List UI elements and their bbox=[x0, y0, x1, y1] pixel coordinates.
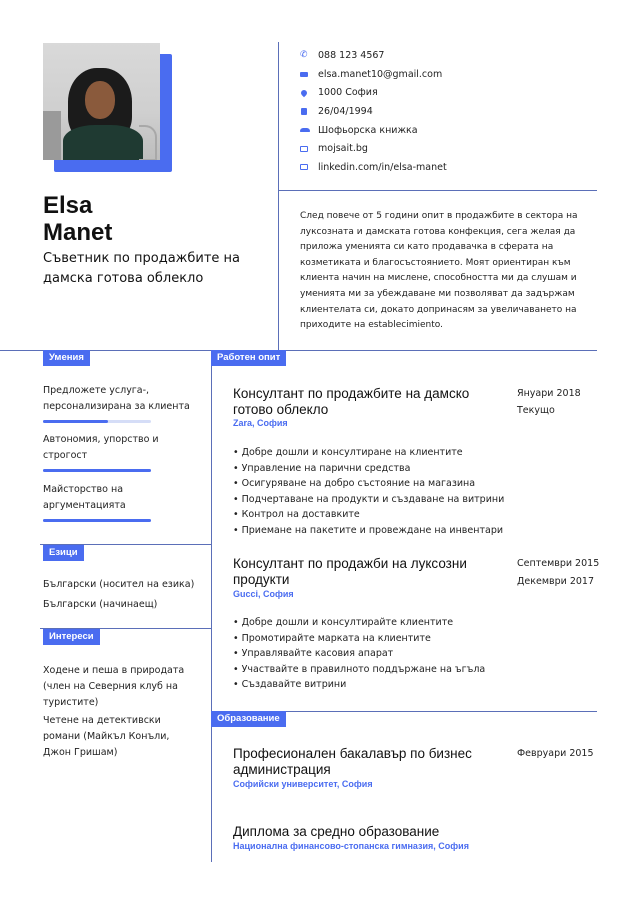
contact-value[interactable]: linkedin.com/in/elsa-manet bbox=[318, 161, 447, 173]
education-org: Национална финансово-стопанска гимназия, София bbox=[233, 841, 469, 851]
duty-item: • Управлявайте касовия апарат bbox=[233, 646, 485, 662]
experience-duties bbox=[233, 615, 485, 693]
contact-birthdate bbox=[300, 102, 447, 121]
duty-item: • Добре дошли и консултирайте клиентите bbox=[233, 615, 485, 631]
contact-linkedin[interactable] bbox=[300, 158, 447, 177]
contact-address bbox=[300, 83, 447, 102]
contact-value: 088 123 4567 bbox=[318, 49, 385, 61]
skill-item: Предложете услуга-, персонализирана за клиента bbox=[43, 385, 190, 412]
skill-level-bar bbox=[43, 519, 151, 522]
section-tag-education: Образование bbox=[211, 711, 286, 727]
education-org: Софийски университет, София bbox=[233, 779, 373, 789]
photo-chair-shape bbox=[139, 125, 157, 160]
duty-item: • Контрол на доставките bbox=[233, 507, 504, 523]
calendar-icon bbox=[300, 108, 318, 115]
education-date: Февруари 2015 bbox=[517, 748, 594, 759]
contact-value[interactable]: mojsait.bg bbox=[318, 143, 368, 155]
experience-title: Консултант по продажбите на дамско готово облекло bbox=[233, 386, 470, 417]
skill-level-bar bbox=[43, 420, 151, 423]
experience-duties bbox=[233, 445, 504, 539]
divider-contacts-summary bbox=[278, 190, 597, 191]
photo-laptop-shape bbox=[43, 111, 61, 160]
divider-body-vertical bbox=[211, 350, 212, 862]
divider-top-vertical bbox=[278, 42, 279, 350]
contact-value[interactable]: elsa.manet10@gmail.com bbox=[318, 68, 443, 80]
skill-item: Автономия, упорство и строгост bbox=[43, 434, 159, 461]
duty-item: • Създавайте витрини bbox=[233, 677, 485, 693]
experience-title: Консултант по продажби на луксозни продукти bbox=[233, 556, 467, 587]
contact-value: Шофьорска книжка bbox=[318, 124, 418, 136]
experience-date-start: Септември 2015 bbox=[517, 558, 600, 569]
job-title: Съветник по продажбите на дамска готова облекло bbox=[43, 251, 241, 286]
contact-email[interactable] bbox=[300, 65, 447, 84]
laptop-icon bbox=[300, 164, 318, 170]
duty-item: • Промотирайте марката на клиентите bbox=[233, 631, 485, 647]
profile-photo bbox=[43, 43, 160, 160]
first-name: Elsa bbox=[43, 192, 93, 219]
photo-face-shape bbox=[85, 81, 115, 119]
experience-date-end: Декември 2017 bbox=[517, 576, 595, 587]
duty-item: • Приемане на пакетите и провеждане на инвентари bbox=[233, 523, 504, 539]
experience-org: Gucci, София bbox=[233, 589, 294, 599]
profile-summary: След повече от 5 години опит в продажбите в сектора на луксозната и дамската готова конфекция, сега желая да приложа уменията си като продавачка в сферата на козметиката и благосъстоянието. Моят ориентиран към клиента начин на мислене, способността ми да слушам и уменията ми за убеждаване ми позволяват да задържам клиентелата си, докато допринасям за увеличаването на приходите на establecimiento. bbox=[300, 211, 578, 331]
experience-org: Zara, София bbox=[233, 418, 288, 428]
experience-date-end: Текущо bbox=[517, 405, 555, 416]
education-title: Професионален бакалавър по бизнес администрация bbox=[233, 746, 472, 777]
section-tag-skills: Умения bbox=[43, 350, 90, 366]
duty-item: • Участвайте в правилното поддържане на ъгъла bbox=[233, 662, 485, 678]
section-tag-languages: Езици bbox=[43, 545, 84, 561]
experience-date-start: Януари 2018 bbox=[517, 388, 581, 399]
duty-item: • Подчертаване на продукти и създаване на витрини bbox=[233, 492, 504, 508]
language-item: Български (начинаещ) bbox=[43, 599, 158, 610]
section-tag-experience: Работен опит bbox=[211, 350, 286, 366]
duty-item: • Добре дошли и консултиране на клиентите bbox=[233, 445, 504, 461]
duty-item: • Управление на парични средства bbox=[233, 461, 504, 477]
contact-list bbox=[300, 46, 447, 177]
car-icon bbox=[300, 128, 318, 132]
person-name bbox=[43, 192, 112, 246]
contact-value: 1000 София bbox=[318, 87, 378, 99]
interest-item: Ходене и пеша в природата (член на Северния клуб на туристите) bbox=[43, 665, 185, 708]
laptop-icon bbox=[300, 146, 318, 152]
duty-item: • Осигуряване на добро състояние на магазина bbox=[233, 476, 504, 492]
contact-value: 26/04/1994 bbox=[318, 105, 373, 117]
contact-phone bbox=[300, 46, 447, 65]
email-icon bbox=[300, 72, 318, 77]
location-pin-icon bbox=[300, 90, 318, 96]
interest-item: Четене на детективски романи (Майкъл Конъли, Джон Гришам) bbox=[43, 715, 170, 758]
education-title: Диплома за средно образование bbox=[233, 824, 440, 839]
contact-driving-license bbox=[300, 121, 447, 140]
phone-icon: ✆ bbox=[300, 50, 308, 61]
photo-shirt-shape bbox=[63, 125, 143, 160]
language-item: Български (носител на езика) bbox=[43, 579, 195, 590]
contact-website[interactable] bbox=[300, 139, 447, 158]
skill-level-bar bbox=[43, 469, 151, 472]
skill-item: Майсторство на аргументацията bbox=[43, 484, 126, 511]
section-tag-interests: Интереси bbox=[43, 629, 100, 645]
last-name: Manet bbox=[43, 219, 113, 246]
